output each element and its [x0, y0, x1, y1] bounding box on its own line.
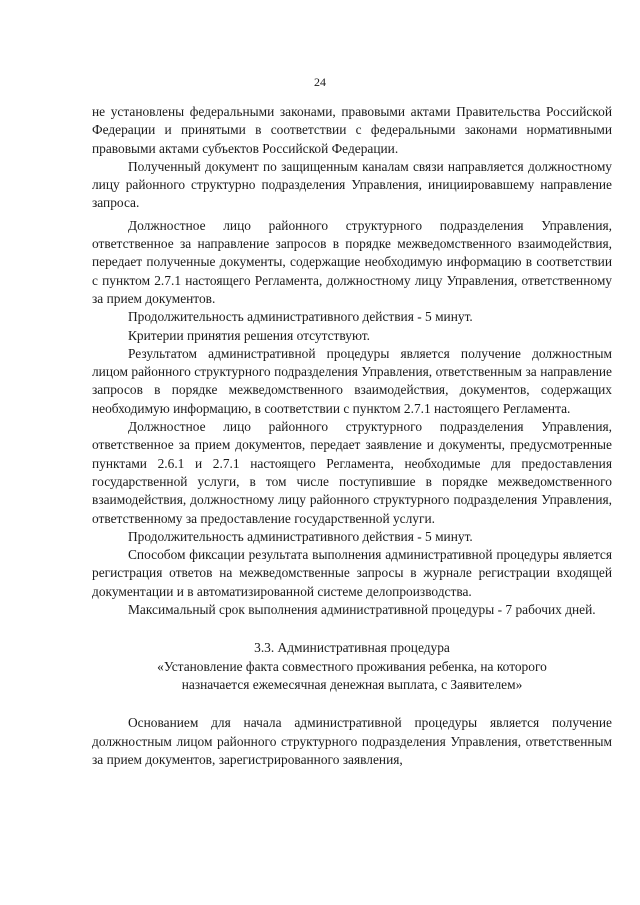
paragraph-official-reception: Должностное лицо районного структурного подразделения Управления, ответственное за прием документов, передает заявление и документы, предусмотренные пунктами 2.6.1 и 2.7.1 настоящего Регламента, необходимые для предоставления государственной услуги, в том числе поступившие в порядке межведомственного взаимодействия, должностному лицу районного структурного подразделения Управления, ответственному за предоставление государственной услуги.: [92, 419, 612, 526]
paragraph-max-term: Максимальный срок выполнения административной процедуры - 7 рабочих дней.: [128, 602, 596, 618]
document-body: [92, 103, 612, 769]
paragraph-duration-1: Продолжительность административного действия - 5 минут.: [128, 309, 473, 325]
paragraph-basis: Основанием для начала административной процедуры является получение должностным лицом районного структурного подразделения Управления, ответственным за прием документов, зарегистрированного заявления,: [92, 715, 612, 767]
paragraph-continuation: не установлены федеральными законами, правовыми актами Правительства Российской Федерации и принятыми в соответствии с федеральными законами нормативными правовыми актами субъектов Российской Федерации.: [92, 104, 612, 156]
section-title: 3.3. Административная процедура: [254, 640, 450, 656]
paragraph-received-document: Полученный документ по защищенным каналам связи направляется должностному лицу районного структурно подразделения Управления, инициировавшему направление запроса.: [92, 158, 612, 211]
section-subtitle: [92, 658, 612, 695]
section-subtitle-line-1: «Установление факта совместного проживания ребенка, на которого: [157, 658, 547, 674]
paragraph-fixation-method: Способом фиксации результата выполнения административной процедуры является регистрация ответов на межведомственные запросы в журнале регистрации входящей документации и в автоматизированной системе делопроизводства.: [92, 547, 612, 599]
page-number: 24: [314, 75, 326, 89]
section-subtitle-line-2: назначается ежемесячная денежная выплата, с Заявителем»: [181, 676, 523, 692]
spacer: [92, 619, 612, 639]
paragraph-duration-2: Продолжительность административного действия - 5 минут.: [128, 528, 473, 544]
paragraph-criteria: Критерии принятия решения отсутствуют.: [128, 327, 370, 343]
spacer: [92, 694, 612, 714]
paragraph-official-transfers: Должностное лицо районного структурного подразделения Управления, ответственное за направление запросов в порядке межведомственного взаимодействия, передает полученные документы, содержащие необходимую информацию в соответствии с пунктом 2.7.1 настоящего Регламента, должностному лицу Управления, ответственному за прием документов.: [92, 217, 612, 306]
paragraph-result: Результатом административной процедуры является получение должностным лицом районного структурного подразделения Управления, ответственным за направление запросов в порядке межведомственного взаимодействия, документов, содержащих необходимую информацию, в соответствии с пунктом 2.7.1 настоящего Регламента.: [92, 345, 612, 416]
